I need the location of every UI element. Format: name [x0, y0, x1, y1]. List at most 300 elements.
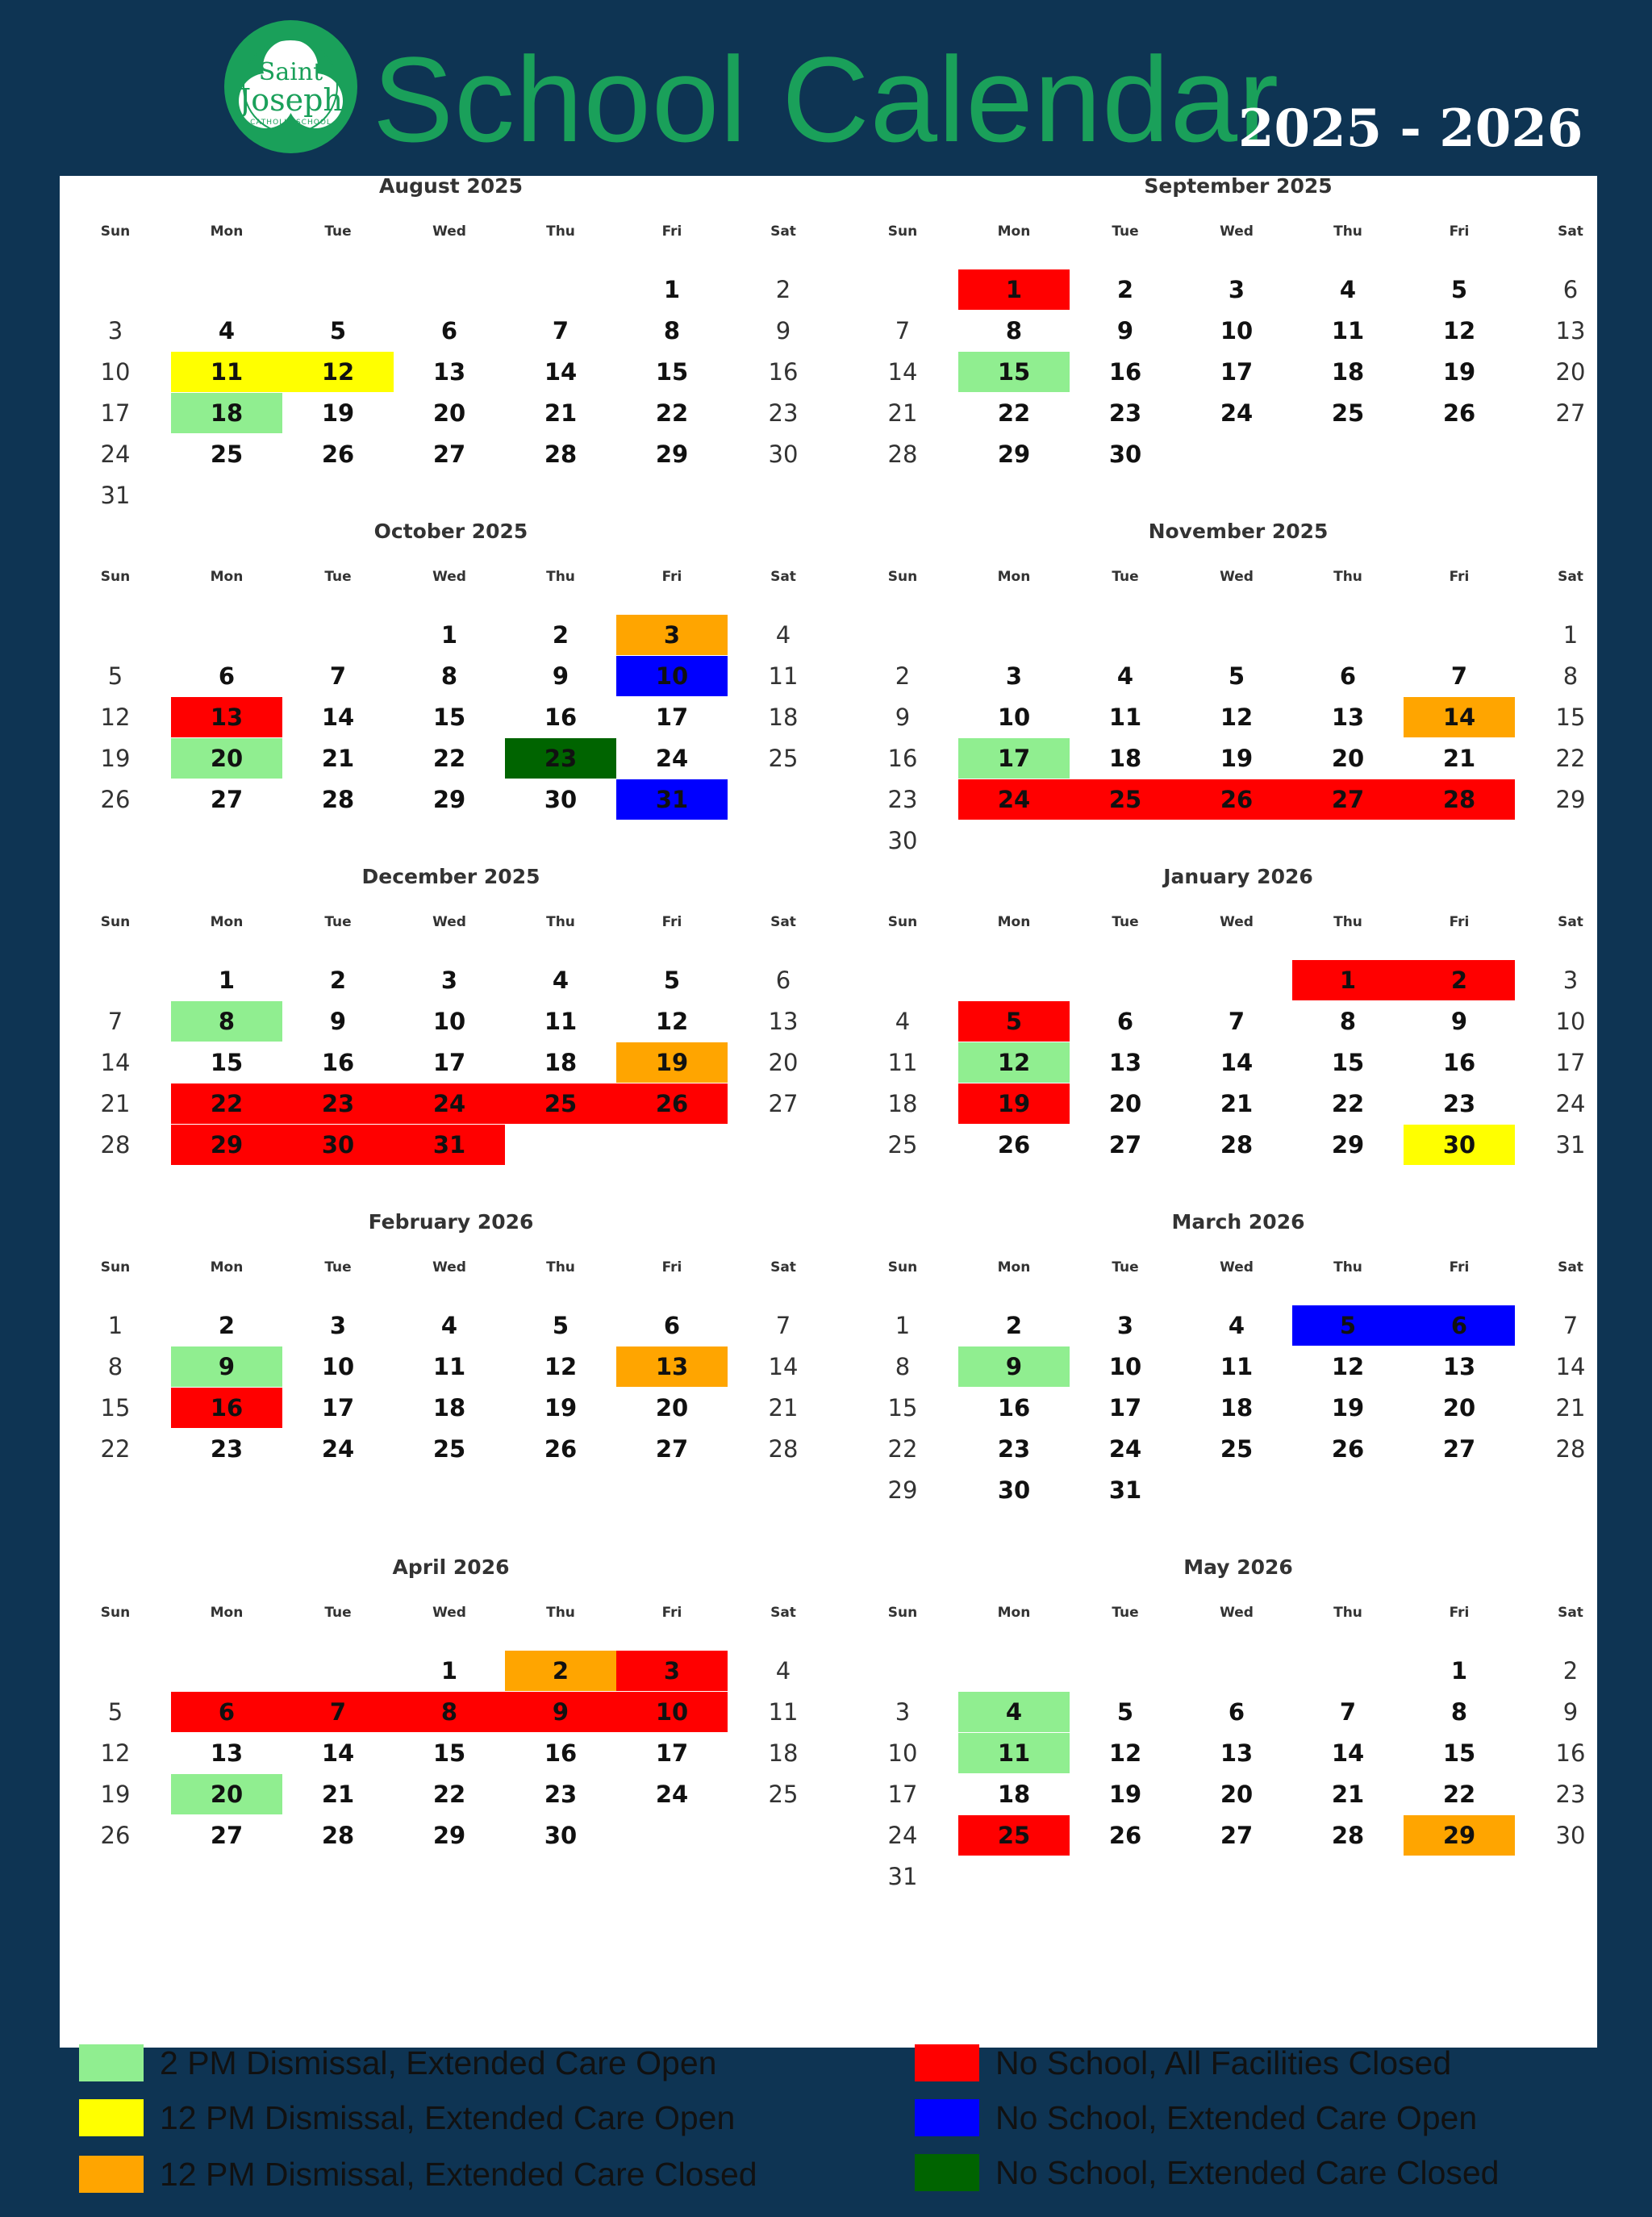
- day-cell: 12: [1331, 1353, 1365, 1380]
- day-cell: 14: [100, 1049, 131, 1076]
- day-cell: 21: [1555, 1394, 1586, 1422]
- day-cell-light-green: 9: [958, 1346, 1070, 1387]
- day-cell: 14: [768, 1353, 799, 1380]
- day-cell: 27: [768, 1090, 799, 1117]
- month-february-2026: [60, 1212, 842, 1551]
- day-cell: 17: [655, 704, 689, 731]
- day-cell: 2: [552, 621, 569, 649]
- day-cell: 10: [432, 1008, 466, 1035]
- day-cell: 17: [1220, 358, 1254, 386]
- day-cell: 4: [440, 1312, 458, 1339]
- school-logo: [224, 20, 357, 153]
- weekday-sat: Sat: [1558, 1605, 1583, 1621]
- day-cell: 2: [775, 276, 791, 303]
- day-cell-red: 31: [394, 1125, 505, 1165]
- legend-label: No School, Extended Care Open: [995, 2099, 1478, 2136]
- day-cell: 11: [1108, 704, 1142, 731]
- day-cell: 2: [329, 967, 347, 994]
- day-cell-light-green: 8: [171, 1001, 282, 1042]
- day-cell: 16: [1555, 1739, 1586, 1767]
- weekday-mon: Mon: [210, 914, 244, 930]
- day-cell: 6: [1339, 662, 1357, 690]
- day-cell: 3: [1005, 662, 1023, 690]
- day-cell: 14: [1220, 1049, 1254, 1076]
- day-cell: 6: [1562, 276, 1579, 303]
- weekday-sat: Sat: [770, 223, 796, 240]
- weekday-tue: Tue: [1112, 223, 1139, 240]
- day-cell-red: 22: [171, 1083, 282, 1124]
- day-cell-red: 29: [171, 1125, 282, 1165]
- weekday-thu: Thu: [1333, 223, 1362, 240]
- month-title: March 2026: [1171, 1210, 1305, 1234]
- day-cell: 23: [210, 1435, 244, 1463]
- day-cell: 15: [432, 704, 466, 731]
- page-title: School Calendar: [373, 31, 1280, 167]
- weekday-sat: Sat: [770, 1605, 796, 1621]
- day-cell-yellow: 30: [1404, 1125, 1515, 1165]
- legend-label: 12 PM Dismissal, Extended Care Open: [160, 2099, 736, 2136]
- month-title: April 2026: [392, 1555, 510, 1579]
- calendar-sheet: [60, 174, 1597, 2193]
- day-cell: 29: [432, 786, 466, 813]
- day-cell: 18: [768, 704, 799, 731]
- day-cell: 23: [1555, 1781, 1586, 1808]
- day-cell: 7: [552, 317, 569, 344]
- legend-swatch: [915, 2044, 979, 2081]
- day-cell: 12: [1108, 1739, 1142, 1767]
- weekday-fri: Fri: [661, 1259, 682, 1276]
- day-cell-red: 13: [171, 697, 282, 737]
- day-cell: 30: [887, 827, 918, 854]
- day-cell-red: 28: [1404, 779, 1515, 820]
- day-cell-orange: 14: [1404, 697, 1515, 737]
- weekday-mon: Mon: [997, 1605, 1031, 1621]
- legend-swatch: [79, 2044, 144, 2081]
- day-cell: 3: [440, 967, 458, 994]
- day-cell: 9: [1450, 1008, 1468, 1035]
- day-cell: 10: [1108, 1353, 1142, 1380]
- day-cell: 29: [432, 1822, 466, 1849]
- day-cell-red: 27: [1292, 779, 1404, 820]
- day-cell: 22: [432, 1781, 466, 1808]
- day-cell: 27: [210, 786, 244, 813]
- day-cell-red: 19: [958, 1083, 1070, 1124]
- day-cell: 28: [1331, 1822, 1365, 1849]
- day-cell-orange: 13: [616, 1346, 728, 1387]
- day-cell: 7: [1228, 1008, 1245, 1035]
- weekday-wed: Wed: [432, 1605, 466, 1621]
- day-cell: 22: [1555, 745, 1586, 772]
- weekday-tue: Tue: [1112, 914, 1139, 930]
- day-cell: 22: [1442, 1781, 1476, 1808]
- day-cell: 3: [329, 1312, 347, 1339]
- weekday-thu: Thu: [546, 1259, 575, 1276]
- day-cell: 26: [997, 1131, 1031, 1159]
- weekday-tue: Tue: [324, 1259, 352, 1276]
- weekday-sat: Sat: [1558, 223, 1583, 240]
- weekday-wed: Wed: [432, 223, 466, 240]
- day-cell-light-green: 12: [958, 1042, 1070, 1083]
- day-cell: 26: [321, 440, 355, 468]
- legend-label: 2 PM Dismissal, Extended Care Open: [160, 2044, 717, 2081]
- day-cell: 15: [887, 1394, 918, 1422]
- day-cell: 28: [768, 1435, 799, 1463]
- day-cell: 7: [329, 662, 347, 690]
- day-cell: 8: [107, 1353, 123, 1380]
- day-cell-red: 24: [958, 779, 1070, 820]
- day-cell-red: 25: [1070, 779, 1181, 820]
- day-cell: 17: [887, 1781, 918, 1808]
- weekday-sun: Sun: [887, 223, 918, 240]
- day-cell: 28: [887, 440, 918, 468]
- weekday-wed: Wed: [432, 914, 466, 930]
- day-cell: 14: [1555, 1353, 1586, 1380]
- logo-joseph-text: Joseph: [239, 82, 343, 118]
- day-cell: 15: [100, 1394, 131, 1422]
- day-cell: 17: [321, 1394, 355, 1422]
- day-cell-blue: 6: [1404, 1305, 1515, 1346]
- day-cell: 18: [1108, 745, 1142, 772]
- weekday-tue: Tue: [1112, 569, 1139, 585]
- day-cell: 1: [895, 1312, 911, 1339]
- day-cell: 24: [321, 1435, 355, 1463]
- weekday-thu: Thu: [1333, 914, 1362, 930]
- day-cell: 24: [1555, 1090, 1586, 1117]
- day-cell: 10: [997, 704, 1031, 731]
- weekday-sun: Sun: [887, 914, 918, 930]
- day-cell: 27: [432, 440, 466, 468]
- weekday-sun: Sun: [887, 569, 918, 585]
- legend-swatch: [79, 2099, 144, 2136]
- day-cell: 19: [100, 1781, 131, 1808]
- weekday-sun: Sun: [100, 569, 131, 585]
- weekday-fri: Fri: [1449, 223, 1470, 240]
- month-april-2026: [60, 1557, 842, 1896]
- day-cell: 1: [1562, 621, 1579, 649]
- day-cell-red: 25: [958, 1815, 1070, 1856]
- day-cell: 21: [1331, 1781, 1365, 1808]
- month-may-2026: [847, 1557, 1629, 1896]
- day-cell: 21: [1442, 745, 1476, 772]
- day-cell: 19: [1220, 745, 1254, 772]
- weekday-mon: Mon: [997, 1259, 1031, 1276]
- day-cell-red: 30: [282, 1125, 394, 1165]
- day-cell: 18: [997, 1781, 1031, 1808]
- day-cell: 19: [1442, 358, 1476, 386]
- weekday-thu: Thu: [546, 914, 575, 930]
- weekday-tue: Tue: [324, 223, 352, 240]
- day-cell: 10: [887, 1739, 918, 1767]
- weekday-sun: Sun: [100, 1259, 131, 1276]
- day-cell: 8: [1450, 1698, 1468, 1726]
- day-cell: 8: [1005, 317, 1023, 344]
- day-cell: 30: [1108, 440, 1142, 468]
- day-cell: 3: [1562, 967, 1579, 994]
- day-cell: 9: [552, 662, 569, 690]
- month-title: September 2025: [1144, 174, 1333, 198]
- day-cell: 6: [663, 1312, 681, 1339]
- month-november-2025: [847, 521, 1629, 860]
- day-cell-light-green: 17: [958, 738, 1070, 779]
- day-cell: 22: [997, 399, 1031, 427]
- day-cell: 21: [321, 745, 355, 772]
- weekday-wed: Wed: [432, 1259, 466, 1276]
- weekday-tue: Tue: [324, 569, 352, 585]
- day-cell: 5: [663, 967, 681, 994]
- day-cell: 12: [100, 1739, 131, 1767]
- month-title: November 2025: [1148, 520, 1329, 543]
- day-cell: 9: [329, 1008, 347, 1035]
- weekday-sun: Sun: [100, 223, 131, 240]
- day-cell: 30: [1555, 1822, 1586, 1849]
- day-cell: 26: [1331, 1435, 1365, 1463]
- day-cell-light-green: 18: [171, 393, 282, 433]
- day-cell: 1: [1450, 1657, 1468, 1685]
- weekday-thu: Thu: [546, 1605, 575, 1621]
- weekday-sat: Sat: [1558, 914, 1583, 930]
- day-cell: 27: [655, 1435, 689, 1463]
- day-cell: 4: [775, 1657, 791, 1685]
- day-cell: 30: [544, 786, 578, 813]
- day-cell: 18: [1331, 358, 1365, 386]
- day-cell-yellow: 11: [171, 352, 282, 392]
- month-march-2026: [847, 1212, 1629, 1551]
- day-cell: 15: [655, 358, 689, 386]
- day-cell: 24: [655, 745, 689, 772]
- day-cell: 16: [321, 1049, 355, 1076]
- month-august-2025: [60, 176, 842, 515]
- weekday-sat: Sat: [1558, 569, 1583, 585]
- weekday-wed: Wed: [1220, 1259, 1254, 1276]
- day-cell: 2: [218, 1312, 236, 1339]
- day-cell: 11: [432, 1353, 466, 1380]
- day-cell: 15: [1555, 704, 1586, 731]
- day-cell: 29: [1555, 786, 1586, 813]
- day-cell-red: 3: [616, 1651, 728, 1691]
- day-cell: 23: [768, 399, 799, 427]
- weekday-sun: Sun: [100, 1605, 131, 1621]
- day-cell: 1: [218, 967, 236, 994]
- day-cell: 8: [663, 317, 681, 344]
- weekday-thu: Thu: [1333, 1259, 1362, 1276]
- weekday-wed: Wed: [1220, 1605, 1254, 1621]
- day-cell: 25: [1331, 399, 1365, 427]
- day-cell: 18: [432, 1394, 466, 1422]
- month-october-2025: [60, 521, 842, 860]
- day-cell: 24: [887, 1822, 918, 1849]
- day-cell: 14: [321, 704, 355, 731]
- weekday-tue: Tue: [324, 914, 352, 930]
- day-cell: 28: [100, 1131, 131, 1159]
- day-cell: 17: [100, 399, 131, 427]
- legend-swatch: [79, 2156, 144, 2193]
- logo-saint-text: Saint: [258, 58, 323, 86]
- weekday-wed: Wed: [432, 569, 466, 585]
- day-cell: 8: [1562, 662, 1579, 690]
- day-cell: 29: [887, 1476, 918, 1504]
- day-cell: 14: [544, 358, 578, 386]
- day-cell: 18: [544, 1049, 578, 1076]
- day-cell: 1: [663, 276, 681, 303]
- day-cell: 24: [100, 440, 131, 468]
- day-cell: 6: [218, 662, 236, 690]
- day-cell: 13: [1220, 1739, 1254, 1767]
- day-cell: 27: [1220, 1822, 1254, 1849]
- day-cell: 29: [1331, 1131, 1365, 1159]
- weekday-sun: Sun: [887, 1259, 918, 1276]
- day-cell-blue: 10: [616, 656, 728, 696]
- day-cell: 4: [552, 967, 569, 994]
- weekday-fri: Fri: [1449, 569, 1470, 585]
- day-cell: 31: [1555, 1131, 1586, 1159]
- day-cell: 30: [544, 1822, 578, 1849]
- day-cell: 28: [321, 786, 355, 813]
- day-cell: 1: [440, 621, 458, 649]
- day-cell: 28: [321, 1822, 355, 1849]
- month-title: May 2026: [1183, 1555, 1293, 1579]
- weekday-mon: Mon: [210, 1259, 244, 1276]
- day-cell-orange: 2: [505, 1651, 616, 1691]
- day-cell-red: 5: [958, 1001, 1070, 1042]
- day-cell: 18: [887, 1090, 918, 1117]
- day-cell: 25: [210, 440, 244, 468]
- day-cell-red: 2: [1404, 960, 1515, 1000]
- day-cell-red: 1: [958, 269, 1070, 310]
- day-cell-light-green: 11: [958, 1733, 1070, 1773]
- day-cell: 13: [768, 1008, 799, 1035]
- day-cell: 28: [1555, 1435, 1586, 1463]
- day-cell: 13: [1331, 704, 1365, 731]
- day-cell-red: 26: [616, 1083, 728, 1124]
- day-cell: 27: [210, 1822, 244, 1849]
- weekday-sun: Sun: [100, 914, 131, 930]
- day-cell: 5: [329, 317, 347, 344]
- day-cell: 7: [1562, 1312, 1579, 1339]
- day-cell: 1: [440, 1657, 458, 1685]
- day-cell: 24: [1220, 399, 1254, 427]
- day-cell: 26: [1108, 1822, 1142, 1849]
- weekday-wed: Wed: [1220, 223, 1254, 240]
- day-cell: 29: [997, 440, 1031, 468]
- day-cell: 17: [1555, 1049, 1586, 1076]
- day-cell: 7: [775, 1312, 791, 1339]
- legend-label: No School, All Facilities Closed: [995, 2044, 1452, 2081]
- day-cell: 4: [1339, 276, 1357, 303]
- day-cell: 15: [432, 1739, 466, 1767]
- day-cell: 27: [1442, 1435, 1476, 1463]
- day-cell: 2: [1005, 1312, 1023, 1339]
- weekday-fri: Fri: [661, 569, 682, 585]
- weekday-mon: Mon: [997, 223, 1031, 240]
- day-cell: 8: [1339, 1008, 1357, 1035]
- day-cell: 5: [1228, 662, 1245, 690]
- day-cell: 2: [895, 662, 911, 690]
- day-cell: 4: [895, 1008, 911, 1035]
- day-cell: 22: [432, 745, 466, 772]
- weekday-tue: Tue: [1112, 1259, 1139, 1276]
- day-cell: 19: [544, 1394, 578, 1422]
- day-cell: 3: [107, 317, 123, 344]
- day-cell-orange: 29: [1404, 1815, 1515, 1856]
- day-cell-red: 24: [394, 1083, 505, 1124]
- weekday-thu: Thu: [1333, 1605, 1362, 1621]
- weekday-sat: Sat: [770, 1259, 796, 1276]
- weekday-mon: Mon: [997, 914, 1031, 930]
- day-cell: 21: [321, 1781, 355, 1808]
- legend-label: No School, Extended Care Closed: [995, 2154, 1500, 2191]
- day-cell: 11: [768, 1698, 799, 1726]
- day-cell: 27: [1555, 399, 1586, 427]
- day-cell: 16: [887, 745, 918, 772]
- day-cell: 13: [1108, 1049, 1142, 1076]
- day-cell: 25: [768, 745, 799, 772]
- header: [0, 0, 1652, 177]
- day-cell: 6: [1116, 1008, 1134, 1035]
- day-cell: 21: [1220, 1090, 1254, 1117]
- day-cell: 18: [1220, 1394, 1254, 1422]
- day-cell: 24: [1108, 1435, 1142, 1463]
- day-cell: 20: [1442, 1394, 1476, 1422]
- weekday-mon: Mon: [210, 223, 244, 240]
- day-cell: 8: [440, 662, 458, 690]
- day-cell: 2: [1116, 276, 1134, 303]
- day-cell: 3: [895, 1698, 911, 1726]
- day-cell: 2: [1562, 1657, 1579, 1685]
- day-cell-red: 1: [1292, 960, 1404, 1000]
- day-cell: 13: [1442, 1353, 1476, 1380]
- weekday-sat: Sat: [770, 569, 796, 585]
- day-cell: 20: [432, 399, 466, 427]
- day-cell: 23: [544, 1781, 578, 1808]
- day-cell-light-green: 15: [958, 352, 1070, 392]
- day-cell: 25: [887, 1131, 918, 1159]
- day-cell-light-green: 20: [171, 738, 282, 779]
- legend: [60, 2031, 1597, 2217]
- day-cell: 21: [100, 1090, 131, 1117]
- day-cell-light-green: 20: [171, 1774, 282, 1814]
- weekday-mon: Mon: [210, 1605, 244, 1621]
- weekday-thu: Thu: [546, 569, 575, 585]
- day-cell: 21: [544, 399, 578, 427]
- day-cell-red: 8: [394, 1692, 505, 1732]
- day-cell: 13: [210, 1739, 244, 1767]
- day-cell: 24: [655, 1781, 689, 1808]
- weekday-fri: Fri: [1449, 914, 1470, 930]
- weekday-sun: Sun: [887, 1605, 918, 1621]
- day-cell: 31: [100, 482, 131, 509]
- day-cell: 5: [1116, 1698, 1134, 1726]
- weekday-tue: Tue: [1112, 1605, 1139, 1621]
- day-cell: 28: [544, 440, 578, 468]
- day-cell: 10: [100, 358, 131, 386]
- day-cell: 12: [1442, 317, 1476, 344]
- day-cell: 23: [887, 786, 918, 813]
- month-title: October 2025: [373, 520, 528, 543]
- day-cell-light-green: 4: [958, 1692, 1070, 1732]
- day-cell: 10: [1555, 1008, 1586, 1035]
- day-cell: 7: [1450, 662, 1468, 690]
- weekday-mon: Mon: [997, 569, 1031, 585]
- day-cell: 4: [1228, 1312, 1245, 1339]
- weekday-wed: Wed: [1220, 914, 1254, 930]
- weekday-sat: Sat: [1558, 1259, 1583, 1276]
- weekday-tue: Tue: [324, 1605, 352, 1621]
- day-cell: 20: [655, 1394, 689, 1422]
- day-cell: 26: [100, 1822, 131, 1849]
- day-cell-red: 6: [171, 1692, 282, 1732]
- logo-catholic-school-text: CATHOLIC SCHOOL: [250, 119, 332, 127]
- day-cell: 12: [544, 1353, 578, 1380]
